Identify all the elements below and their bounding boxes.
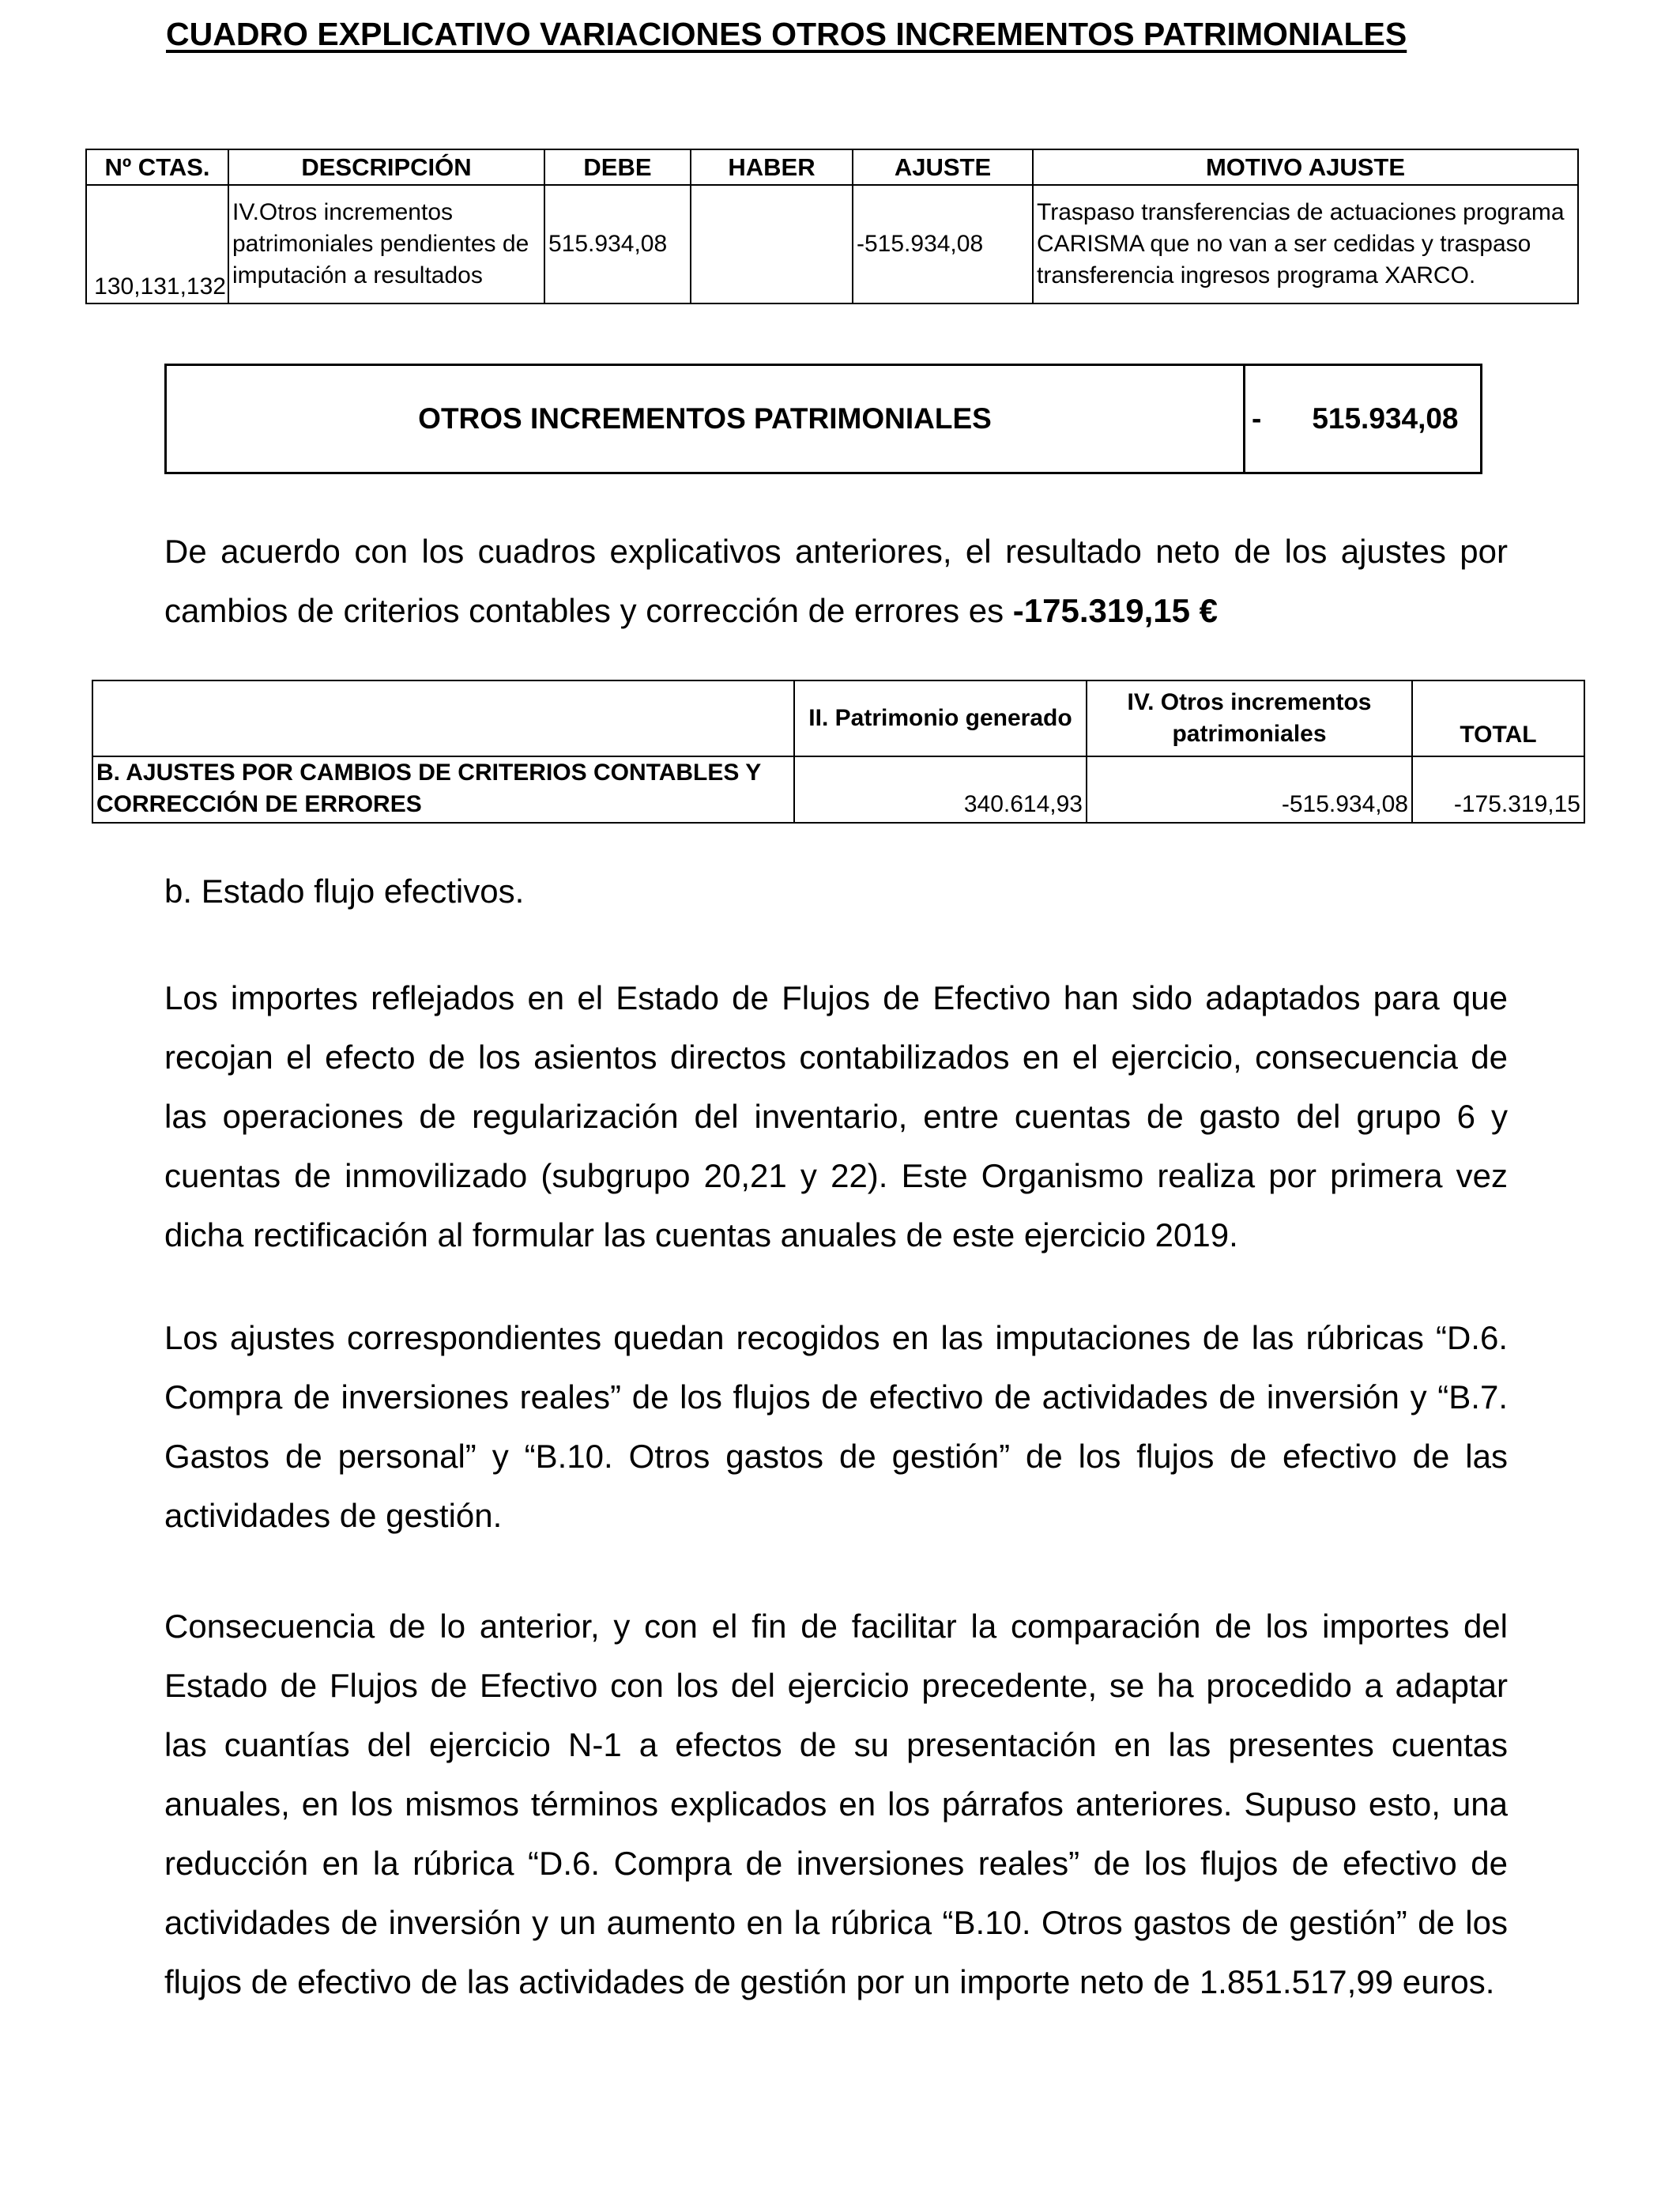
cell-ajuste: -515.934,08 [853,185,1033,303]
cell-otros: -515.934,08 [1087,756,1412,823]
cell-descripcion: IV.Otros incrementos patrimoniales pendientes de imputación a resultados [228,185,544,303]
paragraph-resultado-text: De acuerdo con los cuadros explicativos anteriores, el resultado neto de los ajustes por cambios de criterios contables y corrección de errores es [164,533,1508,629]
header-ajuste: AJUSTE [853,149,1033,185]
summary-box [164,364,1482,474]
header-haber: HABER [691,149,853,185]
header-empty [92,680,794,756]
section-heading: b. Estado flujo efectivos. [164,873,525,910]
header-total: TOTAL [1412,680,1584,756]
cell-total: -175.319,15 [1412,756,1584,823]
ajustes-table [92,680,1585,824]
header-debe: DEBE [544,149,691,185]
paragraph-resultado-neto [164,522,1508,640]
cell-ajustes-label: B. AJUSTES POR CAMBIOS DE CRITERIOS CONTABLES Y CORRECCIÓN DE ERRORES [92,756,794,823]
paragraph-ajustes: Los ajustes correspondientes quedan recogidos en las imputaciones de las rúbricas “D.6. Compra de inversiones reales” de los flujos de efectivo de actividades de inversión y “B.7. Gastos de personal” y “B.10. Otros gastos de gestión” de los flujos de efectivo de las actividades de gestión. [164,1319,1508,1534]
header-otros-incrementos: IV. Otros incrementos patrimoniales [1087,680,1412,756]
table-header-row [92,680,1584,756]
header-descripcion: DESCRIPCIÓN [228,149,544,185]
table-row [92,756,1584,823]
cell-patrimonio: 340.614,93 [794,756,1087,823]
summary-sign: - [1252,402,1262,435]
table-row [86,185,1578,303]
header-motivo: MOTIVO AJUSTE [1033,149,1578,185]
table-header-row [86,149,1578,185]
summary-value: 515.934,08 [1312,402,1459,435]
paragraph-consecuencia: Consecuencia de lo anterior, y con el fin de facilitar la comparación de los importes del Estado de Flujos de Efectivo con los del ejercicio precedente, se ha procedido a adaptar las cuantías del ejercicio N-1 a efectos de su presentación en las presentes cuentas anuales, en los mismos términos explicados en los párrafos anteriores. Supuso esto, una reducción en la rúbrica “D.6. Compra de inversiones reales” de los flujos de efectivo de actividades de inversión y un aumento en la rúbrica “B.10. Otros gastos de gestión” de los flujos de efectivo de las actividades de gestión por un importe neto de 1.851.517,99 euros. [164,1608,1508,2000]
page-title: CUADRO EXPLICATIVO VARIACIONES OTROS INCREMENTOS PATRIMONIALES [166,16,1407,52]
resultado-neto-amount: -175.319,15 € [1012,592,1219,629]
header-patrimonio-generado: II. Patrimonio generado [794,680,1087,756]
cell-motivo: Traspaso transferencias de actuaciones programa CARISMA que no van a ser cedidas y traspaso transferencia ingresos programa XARCO. [1033,185,1578,303]
cell-debe: 515.934,08 [544,185,691,303]
cell-haber [691,185,853,303]
cell-cuentas: 130,131,132 [86,185,228,303]
summary-label: OTROS INCREMENTOS PATRIMONIALES [166,365,1245,473]
summary-value-cell [1245,365,1482,473]
paragraph-importes: Los importes reflejados en el Estado de Flujos de Efectivo han sido adaptados para que recojan el efecto de los asientos directos contabilizados en el ejercicio, consecuencia de las operaciones de regularización del inventario, entre cuentas de gasto del grupo 6 y cuentas de inmovilizado (subgrupo 20,21 y 22). Este Organismo realiza por primera vez dicha rectificación al formular las cuentas anuales de este ejercicio 2019. [164,979,1508,1253]
header-cuentas: Nº CTAS. [86,149,228,185]
variaciones-table [85,149,1579,304]
